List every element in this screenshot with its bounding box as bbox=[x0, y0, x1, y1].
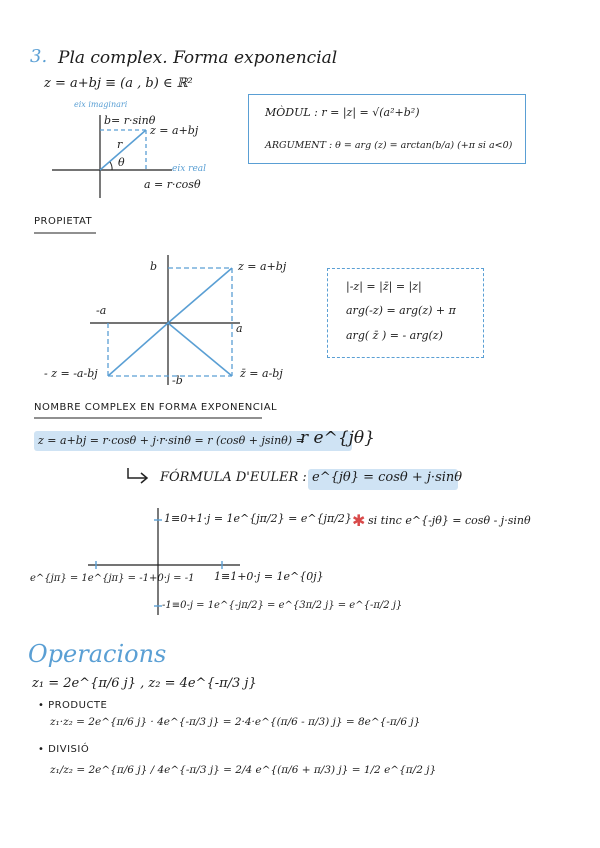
imag-axis-label: eix imaginari bbox=[74, 100, 128, 109]
property-modulus: |-z| = |z̄| = |z| bbox=[346, 280, 422, 293]
exponential-result: r e^{jθ} bbox=[300, 428, 375, 448]
a-label: a = r·cosθ bbox=[144, 178, 201, 191]
b-label: b= r·sinθ bbox=[104, 114, 156, 127]
real-axis-label: eix real bbox=[172, 164, 207, 174]
conj-z-label: z̄ = a-bj bbox=[240, 367, 283, 380]
producte-label: • PRODUCTE bbox=[38, 700, 108, 711]
euler-label: FÓRMULA D'EULER : bbox=[160, 470, 307, 485]
complex-definition: z = a+bj ≡ (a , b) ∈ ℝ² bbox=[44, 76, 193, 91]
producte-formula: z₁·z₂ = 2e^{π/6 j} · 4e^{-π/3 j} = 2·4·e^{(π/6 - π/3) j} = 8e^{-π/6 j} bbox=[50, 716, 421, 728]
exponencial-heading: NOMBRE COMPLEX EN FORMA EXPONENCIAL bbox=[34, 402, 278, 413]
propietat-heading: PROPIETAT bbox=[34, 216, 93, 227]
r-label: r bbox=[117, 138, 123, 151]
euler-formula: e^{jθ} = cosθ + j·sinθ bbox=[312, 470, 463, 485]
one-equivalence: 1≡1+0·j = 1e^{0j} bbox=[214, 570, 324, 583]
neg-z-label: - z = -a-bj bbox=[44, 367, 98, 380]
exponential-form-formula: z = a+bj = r·cosθ + j·r·sinθ = r (cosθ + jsinθ) = bbox=[38, 434, 305, 447]
minus-j-equivalence: -1≡0-j = 1e^{-jπ/2} = e^{3π/2 j} = e^{-π/2 j} bbox=[162, 600, 403, 611]
a-tick-label: a bbox=[236, 322, 243, 335]
z1-z2-definition: z₁ = 2e^{π/6 j} , z₂ = 4e^{-π/3 j} bbox=[32, 676, 257, 691]
modul-formula: MÒDUL : r = |z| = √(a²+b²) bbox=[265, 106, 420, 119]
modul-argument-box bbox=[248, 94, 526, 164]
page-title: Pla complex. Forma exponencial bbox=[58, 48, 338, 68]
arrow-icon bbox=[128, 468, 147, 483]
z-point-label: z = a+bj bbox=[150, 124, 199, 137]
j-equivalence: 1≡0+1·j = 1e^{jπ/2} = e^{jπ/2} bbox=[164, 512, 352, 525]
divisio-formula: z₁/z₂ = 2e^{π/6 j} / 4e^{-π/3 j} = 2/4 e^{(π/6 + π/3) j} = 1/2 e^{π/2 j} bbox=[50, 764, 437, 776]
section-number: 3. bbox=[30, 46, 48, 67]
minus-one-equivalence: e^{jπ} = 1e^{jπ} = -1+0·j = -1 bbox=[30, 573, 195, 584]
property-arg-conj: arg( z̄ ) = - arg(z) bbox=[346, 329, 443, 342]
divisio-label: • DIVISIÓ bbox=[38, 744, 90, 755]
property-arg-neg: arg(-z) = arg(z) + π bbox=[346, 304, 456, 317]
b-tick-label: b bbox=[150, 260, 158, 273]
z-label: z = a+bj bbox=[238, 260, 287, 273]
neg-a-label: -a bbox=[96, 304, 107, 317]
argument-formula: ARGUMENT : θ = arg (z) = arctan(b/a) (+π si a<0) bbox=[265, 140, 513, 151]
operacions-heading: Operacions bbox=[28, 640, 167, 668]
negative-euler-note: si tinc e^{-jθ} = cosθ - j·sinθ bbox=[368, 514, 531, 527]
theta-label: θ bbox=[118, 156, 125, 169]
star-icon: ✱ bbox=[352, 511, 366, 530]
conjugate-diagram bbox=[90, 255, 240, 385]
neg-b-label: -b bbox=[172, 374, 183, 387]
